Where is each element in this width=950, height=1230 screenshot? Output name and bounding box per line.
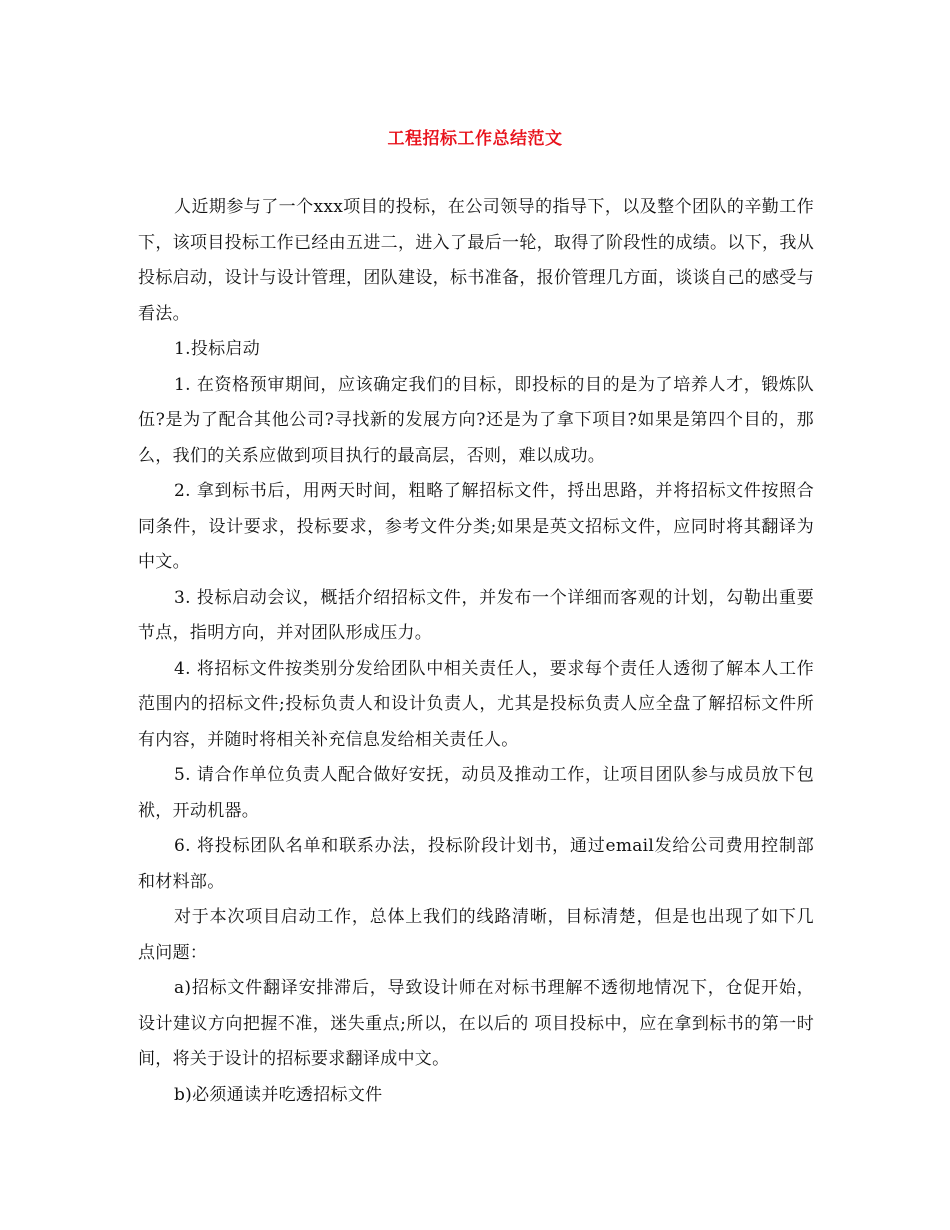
paragraph-item-6: 6. 将投标团队名单和联系办法，投标阶段计划书，通过email发给公司费用控制部和材料部。 [138,836,814,892]
paragraph-issue-b: b)必须通读并吃透招标文件 [174,1084,383,1105]
document-body [138,190,814,1113]
paragraph-item-2: 2. 拿到标书后，用两天时间，粗略了解招标文件，捋出思路，并将招标文件按照合同条件，设计要求，投标要求，参考文件分类;如果是英文招标文件，应同时将其翻译为中文。 [138,481,814,572]
paragraph-intro: 人近期参与了一个xxx项目的投标，在公司领导的指导下，以及整个团队的辛勤工作下，该项目投标工作已经由五进二，进入了最后一轮，取得了阶段性的成绩。以下，我从投标启动，设计与设计管理，团队建设，标书准备，报价管理几方面，谈谈自己的感受与看法。 [138,197,814,324]
paragraph-item-1: 1. 在资格预审期间，应该确定我们的目标，即投标的目的是为了培养人才，锻炼队伍?是为了配合其他公司?寻找新的发展方向?还是为了拿下项目?如果是第四个目的，那么，我们的关系应做到项目执行的最高层，否则，难以成功。 [138,374,814,466]
section-heading-bid-launch: 1.投标启动 [174,339,261,359]
document-title: 工程招标工作总结范文 [387,129,563,149]
paragraph-item-3: 3. 投标启动会议，概括介绍招标文件，并发布一个详细而客观的计划，勾勒出重要节点，指明方向，并对团队形成压力。 [138,587,814,643]
paragraph-summary: 对于本次项目启动工作，总体上我们的线路清晰，目标清楚，但是也出现了如下几点问题： [138,907,814,963]
paragraph-item-5: 5. 请合作单位负责人配合做好安抚，动员及推动工作，让项目团队参与成员放下包袱，开动机器。 [138,765,814,821]
paragraph-issue-a: a)招标文件翻译安排滞后，导致设计师在对标书理解不透彻地情况下，仓促开始，设计建议方向把握不准，迷失重点;所以，在以后的 项目投标中，应在拿到标书的第一时间，将关于设计的招标要求翻译成中文。 [138,978,814,1069]
paragraph-item-4: 4. 将招标文件按类别分发给团队中相关责任人，要求每个责任人透彻了解本人工作范围内的招标文件;投标负责人和设计负责人，尤其是投标负责人应全盘了解招标文件所有内容，并随时将相关补充信息发给相关责任人。 [138,658,814,750]
